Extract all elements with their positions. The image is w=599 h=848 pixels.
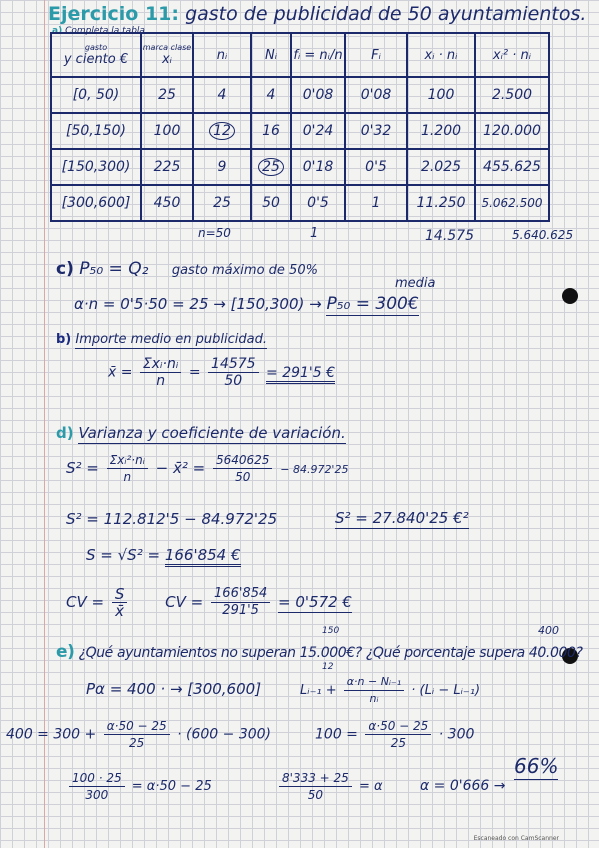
- circled-value: 25: [258, 158, 284, 176]
- part-d-heading: d) Varianza y coeficiente de variación.: [56, 424, 346, 442]
- exercise-statement: gasto de publicidad de 50 ayuntamientos.: [185, 3, 587, 25]
- mean-result: = 291'5 €: [266, 365, 335, 384]
- table-row: [50,150) 100 12 16 0'24 0'32 1.200 120.000: [51, 113, 549, 149]
- part-e-line1: Pα = 400 · → [300,600]: [86, 680, 262, 698]
- header-fi: fᵢ = nᵢ/n: [291, 33, 345, 77]
- header-xini: xᵢ · nᵢ: [407, 33, 475, 77]
- part-e-line3-mid: $\frac{8'333 + 25}{50}$ = α: [276, 770, 383, 803]
- header-xi2ni: xᵢ² · nᵢ: [475, 33, 549, 77]
- circled-value: 12: [209, 122, 235, 140]
- alpha-result: α = 0'666 →: [420, 778, 506, 794]
- scanner-watermark: Escaneado con CamScanner: [473, 835, 559, 842]
- exercise-number: Ejercicio 11:: [48, 3, 180, 25]
- header-ni: nᵢ: [193, 33, 251, 77]
- note-12: 12: [322, 662, 334, 672]
- cv-line: CV = $\frac{S}{x̄}$ CV = $\frac{166'854}{291'5}$ = 0'572 €: [66, 585, 352, 620]
- table-row: [150,300) 225 9 25 0'18 0'5 2.025 455.625: [51, 149, 549, 185]
- total-n: n=50: [198, 226, 231, 240]
- frequency-table: [50, 32, 550, 222]
- percentile-formula: Lᵢ₋₁ + $\frac{\text{α·n − Nᵢ₋₁}}{\text{nᵢ}}$ · (Lᵢ − Lᵢ₋₁): [300, 675, 481, 705]
- note-400: 400: [538, 624, 559, 637]
- binder-hole: [562, 288, 578, 304]
- variance-result: S² = 27.840'25 €²: [335, 509, 469, 527]
- mean-formula: x̄ = $\frac{\text{Σxᵢ·nᵢ}}{n}$ = $\frac{14575}{50}$ = 291'5 €: [108, 356, 336, 389]
- exercise-title: [48, 3, 586, 25]
- table-row: [0, 50) 25 4 4 0'08 0'08 100 2.500: [51, 77, 549, 113]
- table-row: [300,600] 450 25 50 0'5 1 11.250 5.062.500: [51, 185, 549, 221]
- std-dev-line: S = √S² = 166'854 €: [86, 546, 241, 564]
- part-e-line2-right: 100 = $\frac{\alpha\cdot 50 - 25}{25}$ · 300: [315, 719, 475, 750]
- part-a-heading: a) Completa la tabla: [52, 26, 145, 36]
- header-class-mark: marca clase xᵢ: [141, 33, 193, 77]
- table-header-row: [51, 33, 549, 77]
- total-x2n: 5.640.625: [512, 228, 574, 242]
- median-note: media: [395, 276, 436, 291]
- header-interval: gasto y ciento €: [51, 33, 141, 77]
- part-e-line3: $\frac{100 \cdot 25}{300}$ = α·50 − 25: [66, 770, 212, 803]
- part-c-line1: c) P₅₀ = Q₂ gasto máximo de 50%: [56, 259, 318, 279]
- part-b-heading: b) Importe medio en publicidad.: [56, 332, 267, 347]
- header-Ni: Nᵢ: [251, 33, 291, 77]
- variance-line2: S² = 112.812'5 − 84.972'25: [66, 510, 278, 528]
- cv-result: = 0'572 €: [278, 593, 352, 611]
- percent-result: 66%: [514, 754, 559, 778]
- percentile-result: P₅₀ = 300€: [326, 294, 419, 314]
- part-e-question: e) ¿Qué ayuntamientos no superan 15.000€? ¿Qué porcentaje supera 40.000?: [56, 642, 583, 662]
- total-f: 1: [310, 226, 319, 241]
- note-150: 150: [322, 626, 340, 636]
- variance-formula: S² = $\frac{\text{Σxᵢ²·nᵢ}}{n}$ − x̄² = $\frac{5640625}{50}$ − 84.972'25: [66, 453, 349, 484]
- header-Fi: Fᵢ: [345, 33, 407, 77]
- part-e-line2: 400 = 300 + $\frac{\alpha\cdot 50 - 25}{25}$ · (600 − 300): [6, 719, 272, 750]
- total-xn: 14.575: [425, 228, 474, 244]
- std-dev-result: 166'854 €: [165, 546, 241, 567]
- part-c-line2: α·n = 0'5·50 = 25 → [150,300) → P₅₀ = 300€: [74, 294, 419, 314]
